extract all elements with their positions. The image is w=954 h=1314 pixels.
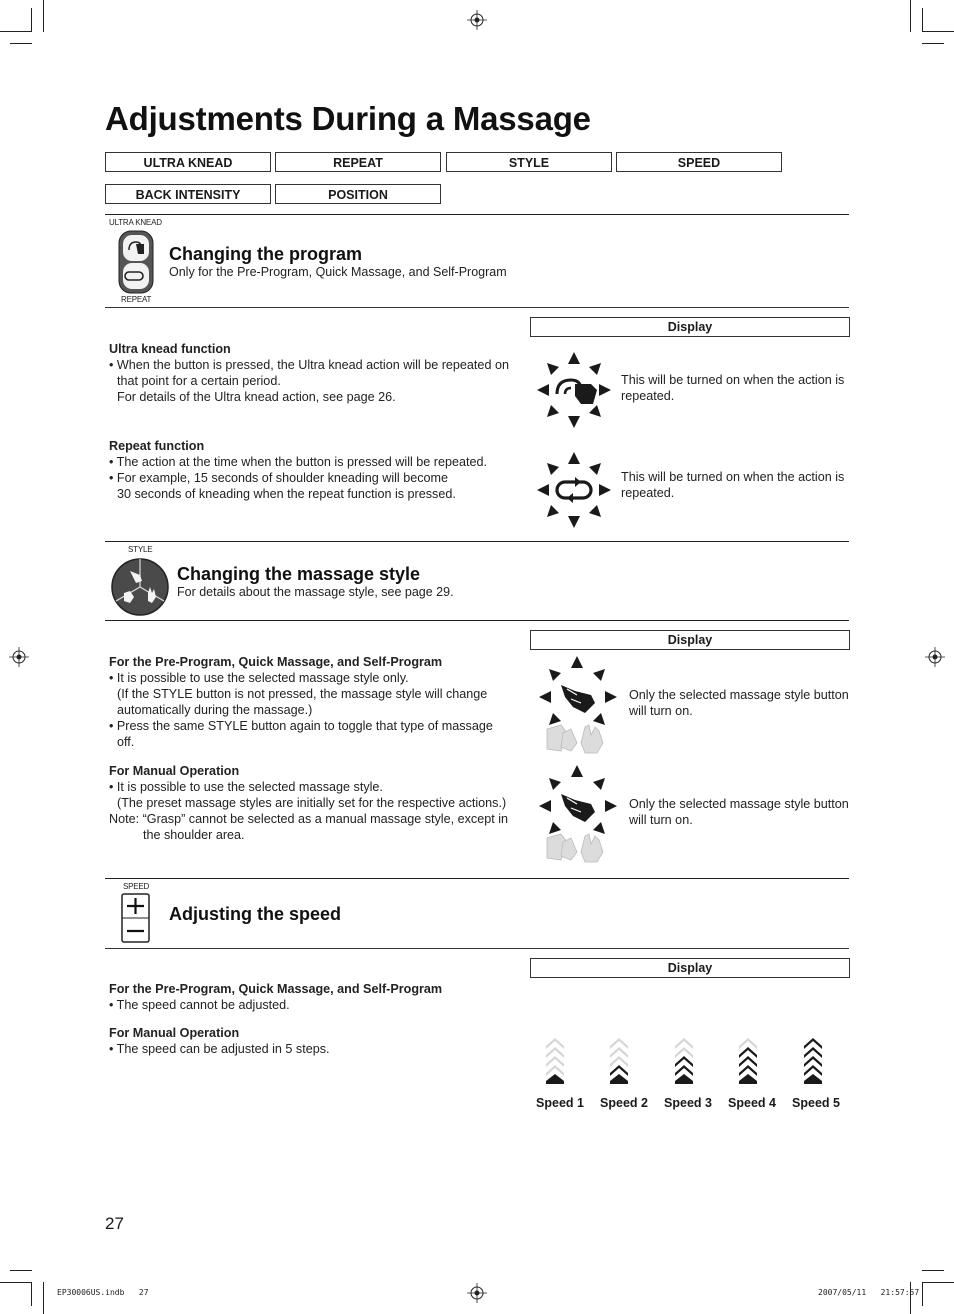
crop-mark <box>10 43 32 44</box>
bullet-text: • The speed can be adjusted in 5 steps. <box>109 1042 330 1056</box>
note-text: Note: “Grasp” cannot be selected as a manual massage style, except in <box>109 812 509 826</box>
section-subtitle: For details about the massage style, see page 29. <box>177 585 454 599</box>
display-note: Only the selected massage style button will turn on. <box>629 797 849 827</box>
ultra-knead-heading: Ultra knead function <box>109 342 231 356</box>
speed-manual-text <box>109 1025 529 1057</box>
speed-level-4-icon <box>738 1034 758 1084</box>
speed-label-5: Speed 5 <box>792 1096 840 1110</box>
style-dial-icon <box>110 557 170 617</box>
crop-mark <box>910 1282 911 1314</box>
crop-mark <box>922 1270 944 1271</box>
crop-mark <box>0 1282 32 1283</box>
style-lit-icon <box>535 655 621 760</box>
style-pre-heading: For the Pre-Program, Quick Massage, and Self-Program <box>109 655 443 669</box>
page-title: Adjustments During a Massage <box>105 100 591 137</box>
display-header: Display <box>530 958 850 978</box>
speed-chevron <box>739 1074 757 1084</box>
bullet-text: • The action at the time when the button is pressed will be repeated. <box>109 455 488 469</box>
crop-mark <box>922 31 954 32</box>
repeat-lit-icon <box>535 450 613 530</box>
crop-mark <box>43 1282 44 1314</box>
registration-mark-icon <box>9 647 29 667</box>
footer-timestamp: 2007/05/11 21:57:57 <box>818 1288 920 1297</box>
tab-speed[interactable]: SPEED <box>616 152 782 172</box>
section-divider <box>105 878 849 879</box>
section-title: Changing the program <box>169 244 362 264</box>
page-number: 27 <box>105 1214 124 1233</box>
crop-mark <box>31 1282 32 1306</box>
registration-mark-icon <box>467 10 487 30</box>
section-divider <box>105 620 849 621</box>
crop-mark <box>10 1270 32 1271</box>
bullet-text: off. <box>117 735 135 749</box>
tab-ultra-knead[interactable]: ULTRA KNEAD <box>105 152 271 172</box>
speed-pre-text <box>109 981 529 1013</box>
repeat-icon-label: REPEAT <box>121 295 152 304</box>
bullet-text: For details of the Ultra knead action, see page 26. <box>117 390 396 404</box>
section-divider <box>105 541 849 542</box>
speed-chevron <box>546 1074 564 1084</box>
speed-chevron <box>675 1074 693 1084</box>
style-lit-icon <box>535 764 621 869</box>
speed-icon-label: SPEED <box>123 882 150 891</box>
speed-level-3-icon <box>674 1034 694 1084</box>
footer-file: EP30006US.indb 27 <box>57 1288 149 1297</box>
style-manual-text <box>109 763 534 843</box>
note-text: the shoulder area. <box>143 828 245 842</box>
speed-plus-minus-icon <box>121 893 150 943</box>
speed-manual-heading: For Manual Operation <box>109 1026 240 1040</box>
bullet-text: • For example, 15 seconds of shoulder kneading will become <box>109 471 449 485</box>
tab-position[interactable]: POSITION <box>275 184 441 204</box>
tab-back-intensity[interactable]: BACK INTENSITY <box>105 184 271 204</box>
section-title: Changing the massage style <box>177 564 421 584</box>
speed-label-1: Speed 1 <box>536 1096 584 1110</box>
ultra-knead-icon-label: ULTRA KNEAD <box>109 218 162 227</box>
registration-mark-icon <box>925 647 945 667</box>
bullet-text: that point for a certain period. <box>117 374 281 388</box>
speed-label-4: Speed 4 <box>728 1096 776 1110</box>
display-note: Only the selected massage style button will turn on. <box>629 688 849 718</box>
tab-repeat[interactable]: REPEAT <box>275 152 441 172</box>
ultra-knead-lit-icon <box>535 350 613 430</box>
bullet-text: • It is possible to use the selected massage style only. <box>109 671 409 685</box>
style-pre-text <box>109 654 529 750</box>
section-divider <box>105 214 849 215</box>
repeat-heading: Repeat function <box>109 439 205 453</box>
crop-mark <box>922 43 944 44</box>
crop-mark <box>0 31 32 32</box>
speed-level-1-icon <box>545 1034 565 1084</box>
speed-level-5-icon <box>803 1034 823 1084</box>
bullet-text: • It is possible to use the selected massage style. <box>109 780 383 794</box>
crop-mark <box>922 1282 923 1306</box>
display-note: This will be turned on when the action is repeated. <box>621 470 845 500</box>
style-icon-label: STYLE <box>128 545 153 554</box>
section-title: Adjusting the speed <box>169 904 342 924</box>
speed-chevron <box>610 1074 628 1084</box>
display-header: Display <box>530 317 850 337</box>
speed-chevron <box>804 1074 822 1084</box>
speed-label-2: Speed 2 <box>600 1096 648 1110</box>
bullet-text: automatically during the massage.) <box>117 703 313 717</box>
bullet-text: (If the STYLE button is not pressed, the massage style will change <box>117 687 488 701</box>
section-divider <box>105 948 849 949</box>
crop-mark <box>31 8 32 32</box>
display-note: This will be turned on when the action is repeated. <box>621 373 845 403</box>
bullet-text: (The preset massage styles are initially set for the respective actions.) <box>117 796 507 810</box>
crop-mark <box>910 0 911 32</box>
crop-mark <box>922 1282 954 1283</box>
bullet-text: 30 seconds of kneading when the repeat function is pressed. <box>117 487 456 501</box>
crop-mark <box>43 0 44 32</box>
section-subtitle: Only for the Pre-Program, Quick Massage, and Self-Program <box>169 265 507 279</box>
ultra-knead-text <box>109 341 529 405</box>
registration-mark-icon <box>467 1283 487 1303</box>
bullet-text: • The speed cannot be adjusted. <box>109 998 290 1012</box>
crop-mark <box>922 8 923 32</box>
speed-label-3: Speed 3 <box>664 1096 712 1110</box>
display-header: Display <box>530 630 850 650</box>
speed-pre-heading: For the Pre-Program, Quick Massage, and Self-Program <box>109 982 443 996</box>
tab-style[interactable]: STYLE <box>446 152 612 172</box>
ultra-knead-repeat-button-icon <box>118 230 154 294</box>
bullet-text: • Press the same STYLE button again to toggle that type of massage <box>109 719 493 733</box>
section-divider <box>105 307 849 308</box>
style-manual-heading: For Manual Operation <box>109 764 240 778</box>
repeat-text <box>109 438 529 502</box>
speed-level-2-icon <box>609 1034 629 1084</box>
bullet-text: • When the button is pressed, the Ultra knead action will be repeated on <box>109 358 509 372</box>
